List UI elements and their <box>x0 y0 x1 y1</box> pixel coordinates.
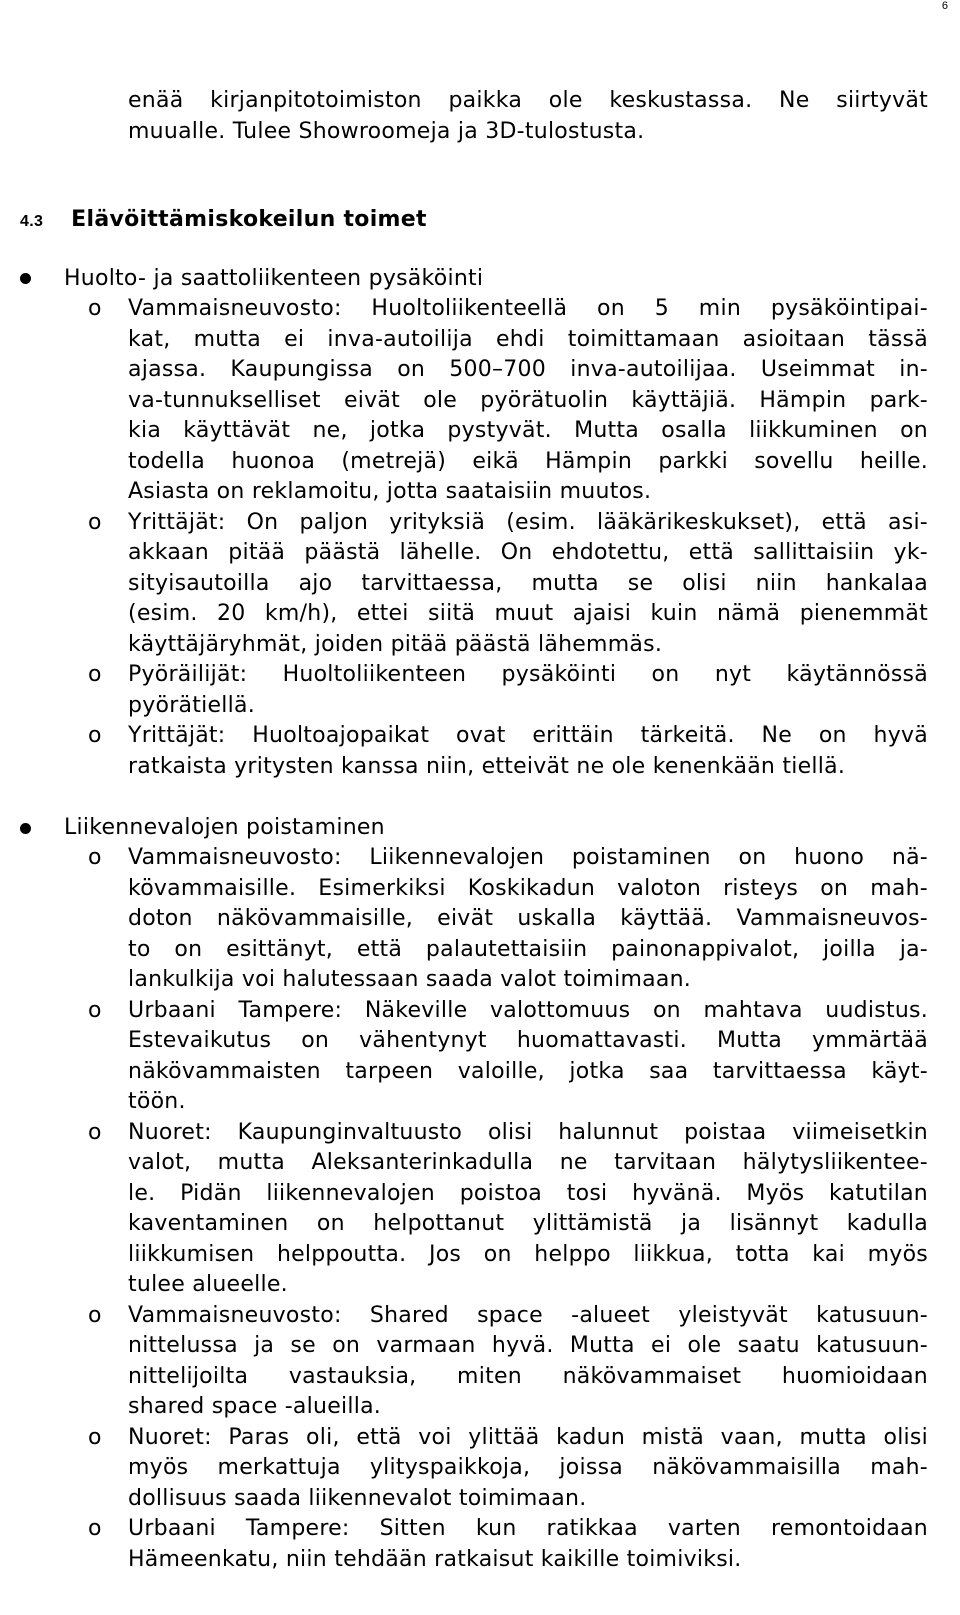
page-number: 6 <box>941 0 948 12</box>
item-line: Urbaani Tampere: Näkeville valottomuus on mahtava uudistus. <box>128 998 928 1023</box>
item-marker-icon: o <box>88 1425 102 1450</box>
item-line: Yrittäjät: Huoltoajopaikat ovat erittäin tärkeitä. Ne on hyvä <box>128 723 928 748</box>
item-line: Vammaisneuvosto: Huoltoliikenteellä on 5 min pysäköintipai- <box>128 296 928 321</box>
item-line: valot, mutta Aleksanterinkadulla ne tarvitaan hälytysliikentee- <box>128 1150 928 1175</box>
item-line: näkövammaisten tarpeen valoille, jotka saa tarvittaessa käyt- <box>128 1059 928 1084</box>
item-marker-icon: o <box>88 998 102 1023</box>
item-line: akkaan pitää päästä lähelle. On ehdotettu, että sallittaisiin yk- <box>128 540 928 565</box>
item-line: käyttäjäryhmät, joiden pitää päästä lähemmäs. <box>128 632 663 657</box>
item-marker-icon: o <box>88 845 102 870</box>
item-line: Asiasta on reklamoitu, jotta saataisiin muutos. <box>128 479 652 504</box>
item-line: kat, mutta ei inva-autoilija ehdi toimittamaan asioitaan tässä <box>128 327 928 352</box>
item-line: va-tunnukselliset eivät ole pyörätuolin käyttäjiä. Hämpin park- <box>128 388 928 413</box>
item-line: myös merkattuja ylityspaikkoja, joissa näkövammaisilla mah- <box>128 1455 928 1480</box>
item-line: Yrittäjät: On paljon yrityksiä (esim. lääkärikeskukset), että asi- <box>128 510 928 535</box>
item-line: Urbaani Tampere: Sitten kun ratikkaa varten remontoidaan <box>128 1516 928 1541</box>
item-line: nittelussa ja se on varmaan hyvä. Mutta ei ole saatu katusuun- <box>128 1333 928 1358</box>
item-line: sityisautoilla ajo tarvittaessa, mutta se olisi niin hankalaa <box>128 571 928 596</box>
intro-line-1: enää kirjanpitotoimiston paikka ole keskustassa. Ne siirtyvät <box>128 88 928 113</box>
item-line: töön. <box>128 1089 186 1114</box>
item-marker-icon: o <box>88 662 102 687</box>
item-line: ratkaista yritysten kanssa niin, etteivät ne ole kenenkään tiellä. <box>128 754 846 779</box>
item-line: kia käyttävät ne, jotka pystyvät. Mutta osalla liikkuminen on <box>128 418 928 443</box>
item-line: ajassa. Kaupungissa on 500–700 inva-autoilijaa. Useimmat in- <box>128 357 928 382</box>
bullet-icon <box>20 823 31 834</box>
item-line: liikkumisen helppoutta. Jos on helppo liikkua, totta kai myös <box>128 1242 928 1267</box>
item-line: (esim. 20 km/h), ettei siitä muut ajaisi kuin nämä pienemmät <box>128 601 928 626</box>
item-line: Hämeenkatu, niin tehdään ratkaisut kaikille toimiviksi. <box>128 1547 742 1572</box>
item-line: tulee alueelle. <box>128 1272 288 1297</box>
item-line: Nuoret: Kaupunginvaltuusto olisi halunnut poistaa viimeisetkin <box>128 1120 928 1145</box>
item-line: nittelijoilta vastauksia, miten näkövammaiset huomioidaan <box>128 1364 928 1389</box>
section-heading <box>20 205 427 237</box>
topic-title: Huolto- ja saattoliikenteen pysäköinti <box>64 266 484 291</box>
item-marker-icon: o <box>88 296 102 321</box>
bullet-icon <box>20 273 31 284</box>
item-marker-icon: o <box>88 1516 102 1541</box>
section-title: Elävöittämiskokeilun toimet <box>71 207 427 232</box>
topic-title: Liikennevalojen poistaminen <box>64 815 385 840</box>
item-marker-icon: o <box>88 1303 102 1328</box>
item-line: lankulkija voi halutessaan saada valot toimimaan. <box>128 967 692 992</box>
item-line: shared space -alueilla. <box>128 1394 382 1419</box>
item-line: Vammaisneuvosto: Liikennevalojen poistaminen on huono nä- <box>128 845 928 870</box>
item-line: Nuoret: Paras oli, että voi ylittää kadun mistä vaan, mutta olisi <box>128 1425 928 1450</box>
section-number: 4.3 <box>20 213 44 230</box>
item-marker-icon: o <box>88 1120 102 1145</box>
item-line: Pyöräilijät: Huoltoliikenteen pysäköinti on nyt käytännössä <box>128 662 928 687</box>
item-line: kövammaisille. Esimerkiksi Koskikadun valoton risteys on mah- <box>128 876 928 901</box>
item-line: pyörätiellä. <box>128 693 255 718</box>
intro-line-2: muualle. Tulee Showroomeja ja 3D-tulostusta. <box>128 119 645 144</box>
item-line: dollisuus saada liikennevalot toimimaan. <box>128 1486 587 1511</box>
item-line: Estevaikutus on vähentynyt huomattavasti. Mutta ymmärtää <box>128 1028 928 1053</box>
item-marker-icon: o <box>88 510 102 535</box>
item-marker-icon: o <box>88 723 102 748</box>
item-line: le. Pidän liikennevalojen poistoa tosi hyvänä. Myös katutilan <box>128 1181 928 1206</box>
item-line: kaventaminen on helpottanut ylittämistä ja lisännyt kadulla <box>128 1211 928 1236</box>
item-line: doton näkövammaisille, eivät uskalla käyttää. Vammaisneuvos- <box>128 906 928 931</box>
item-line: to on esittänyt, että palautettaisiin painonappivalot, joilla ja- <box>128 937 928 962</box>
item-line: todella huonoa (metrejä) eikä Hämpin parkki sovellu heille. <box>128 449 928 474</box>
item-line: Vammaisneuvosto: Shared space -alueet yleistyvät katusuun- <box>128 1303 928 1328</box>
